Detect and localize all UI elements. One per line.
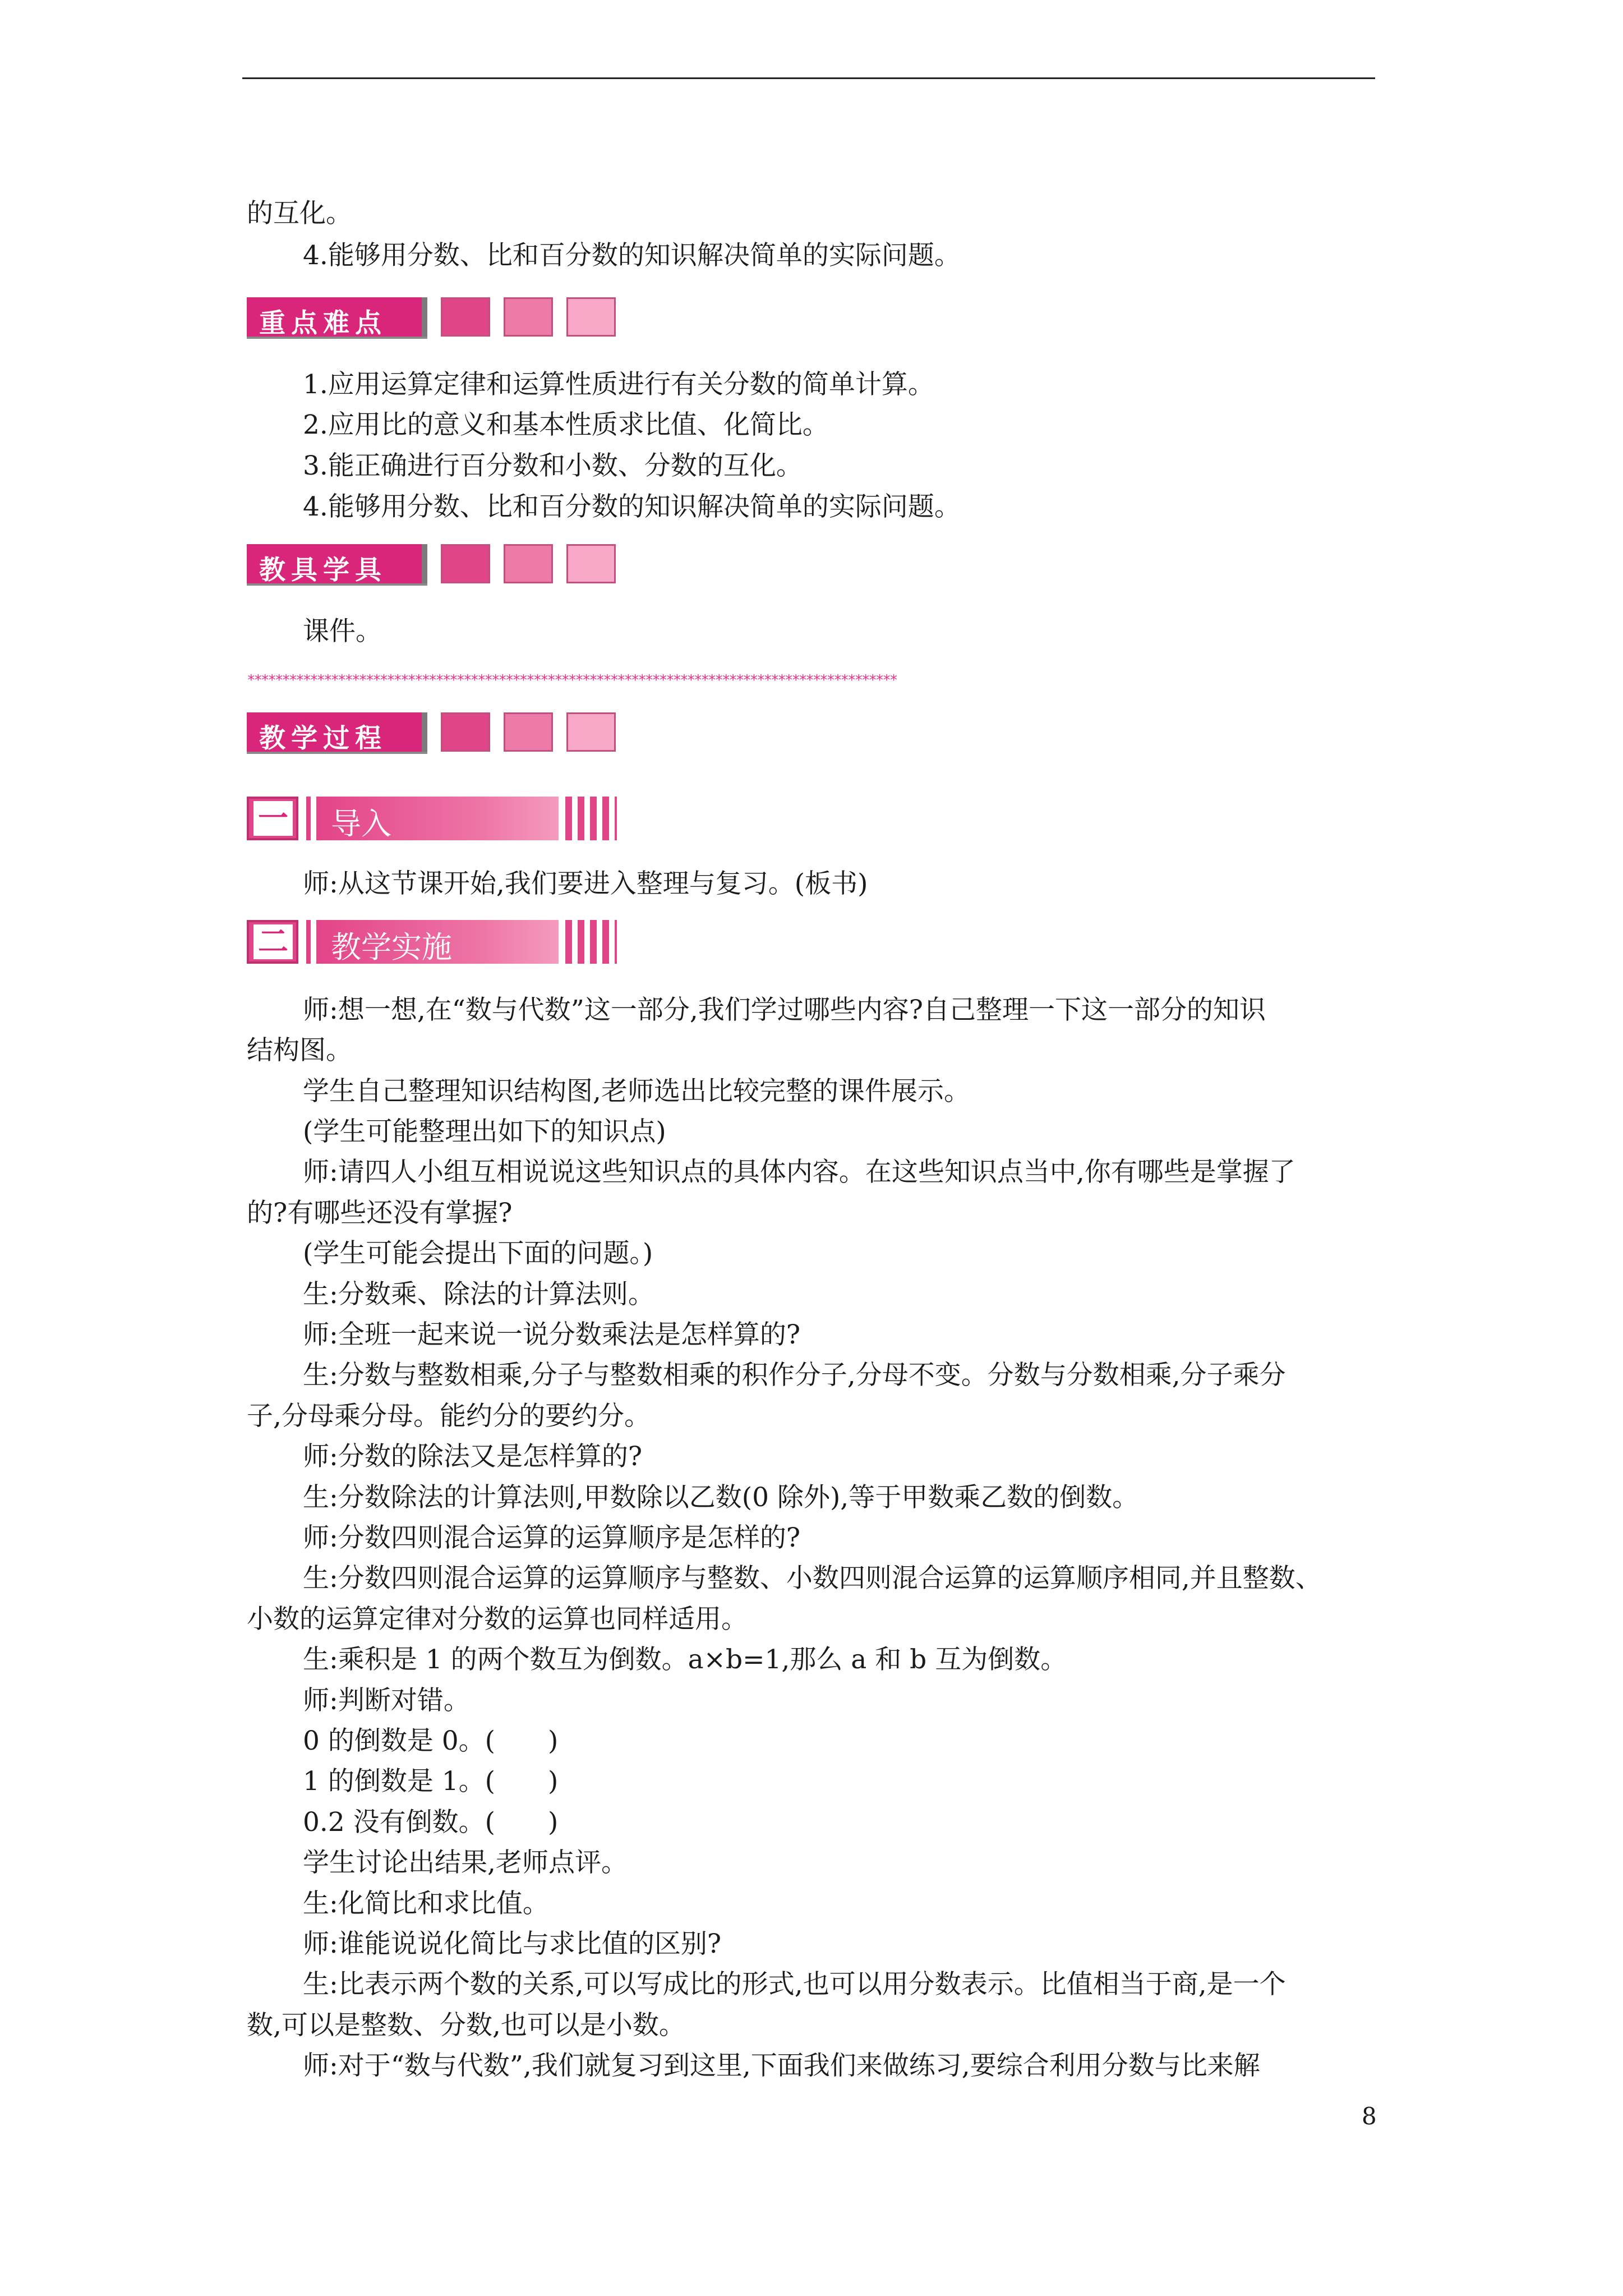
lesson-line: (学生可能会提出下面的问题。) <box>303 1238 653 1269</box>
lesson-line: 生:乘积是 1 的两个数互为倒数。a×b=1,那么 a 和 b 互为倒数。 <box>303 1644 1067 1675</box>
subsection-banner-intro <box>247 797 617 843</box>
section-badge-process <box>247 712 616 752</box>
lesson-line: 生:分数乘、除法的计算法则。 <box>303 1279 654 1310</box>
badge-square-icon <box>504 297 553 337</box>
lesson-line: 师:想一想,在“数与代数”这一部分,我们学过哪些内容?自己整理一下这一部分的知识 <box>303 995 1266 1025</box>
subsection-title: 教学实施 <box>331 930 452 965</box>
subsection-banner-implementation <box>247 920 617 966</box>
lesson-line: 0 的倒数是 0。( ) <box>303 1726 559 1756</box>
lesson-line: 生:分数除法的计算法则,甲数除以乙数(0 除外),等于甲数乘乙数的倒数。 <box>303 1482 1139 1513</box>
section-badge-key-points <box>247 297 616 337</box>
badge-label: 教具学具 <box>259 555 387 586</box>
lesson-line: 0.2 没有倒数。( ) <box>303 1807 559 1838</box>
key-point-item: 4.能够用分数、比和百分数的知识解决简单的实际问题。 <box>303 491 961 522</box>
badge-square-icon <box>504 712 553 752</box>
goal-line: 4.能够用分数、比和百分数的知识解决简单的实际问题。 <box>303 240 961 271</box>
star-divider: ********************************************************************************************* <box>247 672 897 689</box>
subsection-title: 导入 <box>331 806 391 841</box>
lesson-line: 生:比表示两个数的关系,可以写成比的形式,也可以用分数表示。比值相当于商,是一个 <box>303 1969 1286 2000</box>
lesson-line: 师:分数四则混合运算的运算顺序是怎样的? <box>303 1522 801 1553</box>
key-point-item: 1.应用运算定律和运算性质进行有关分数的简单计算。 <box>303 369 934 400</box>
subsection-title-bar <box>301 920 559 964</box>
lesson-line: 1 的倒数是 1。( ) <box>303 1766 559 1797</box>
badge-label-box <box>247 712 427 752</box>
bar-tick <box>311 797 316 840</box>
bar-tick <box>301 797 306 840</box>
subsection-number-box <box>247 797 298 840</box>
badge-square-icon <box>441 712 490 752</box>
badge-square-icon <box>441 297 490 337</box>
bar-tick <box>301 920 306 964</box>
lesson-line: 学生讨论出结果,老师点评。 <box>303 1847 628 1878</box>
badge-square-icon <box>441 544 490 583</box>
lesson-line: 数,可以是整数、分数,也可以是小数。 <box>247 2010 685 2041</box>
lesson-line: 师:对于“数与代数”,我们就复习到这里,下面我们来做练习,要综合利用分数与比来解 <box>303 2050 1260 2081</box>
lesson-line: 师:分数的除法又是怎样算的? <box>303 1441 643 1472</box>
lesson-line: 师:判断对错。 <box>303 1685 470 1716</box>
badge-square-icon <box>566 712 616 752</box>
lesson-line: 师:请四人小组互相说说这些知识点的具体内容。在这些知识点当中,你有哪些是掌握了 <box>303 1157 1295 1188</box>
lesson-line: 师:全班一起来说一说分数乘法是怎样算的? <box>303 1319 801 1350</box>
subsection-number: 一 <box>253 801 293 836</box>
page-number: 8 <box>1362 2102 1377 2130</box>
key-point-item: 2.应用比的意义和基本性质求比值、化简比。 <box>303 409 829 440</box>
lesson-line: 生:化简比和求比值。 <box>303 1888 549 1919</box>
lesson-line: 小数的运算定律对分数的运算也同样适用。 <box>247 1604 748 1635</box>
bar-tick <box>311 920 316 964</box>
badge-label-box <box>247 297 427 337</box>
subsection-number-box <box>247 920 298 964</box>
key-point-item: 3.能正确进行百分数和小数、分数的互化。 <box>303 450 803 481</box>
lesson-line: 学生自己整理知识结构图,老师选出比较完整的课件展示。 <box>303 1076 970 1107</box>
goal-line: 的互化。 <box>247 198 352 229</box>
subsection-stripes <box>565 797 617 840</box>
lesson-line: 生:分数与整数相乘,分子与整数相乘的积作分子,分母不变。分数与分数相乘,分子乘分 <box>303 1360 1286 1391</box>
lesson-line: 的?有哪些还没有掌握? <box>247 1198 513 1228</box>
badge-label: 重点难点 <box>259 308 387 339</box>
badge-label: 教学过程 <box>259 723 387 754</box>
header-rule <box>242 77 1375 79</box>
badge-label-box <box>247 544 427 586</box>
materials-text: 课件。 <box>303 616 382 647</box>
subsection-stripes <box>565 920 617 964</box>
intro-text: 师:从这节课开始,我们要进入整理与复习。(板书) <box>303 868 868 899</box>
badge-square-icon <box>566 297 616 337</box>
badge-square-icon <box>504 544 553 583</box>
subsection-number: 二 <box>253 924 293 959</box>
section-badge-materials <box>247 544 616 586</box>
lesson-line: 子,分母乘分母。能约分的要约分。 <box>247 1401 651 1432</box>
lesson-line: 生:分数四则混合运算的运算顺序与整数、小数四则混合运算的运算顺序相同,并且整数、 <box>303 1563 1322 1594</box>
lesson-line: (学生可能整理出如下的知识点) <box>303 1116 666 1147</box>
lesson-line: 结构图。 <box>247 1035 352 1066</box>
subsection-title-bar <box>301 797 559 840</box>
badge-square-icon <box>566 544 616 583</box>
lesson-line: 师:谁能说说化简比与求比值的区别? <box>303 1929 722 1959</box>
